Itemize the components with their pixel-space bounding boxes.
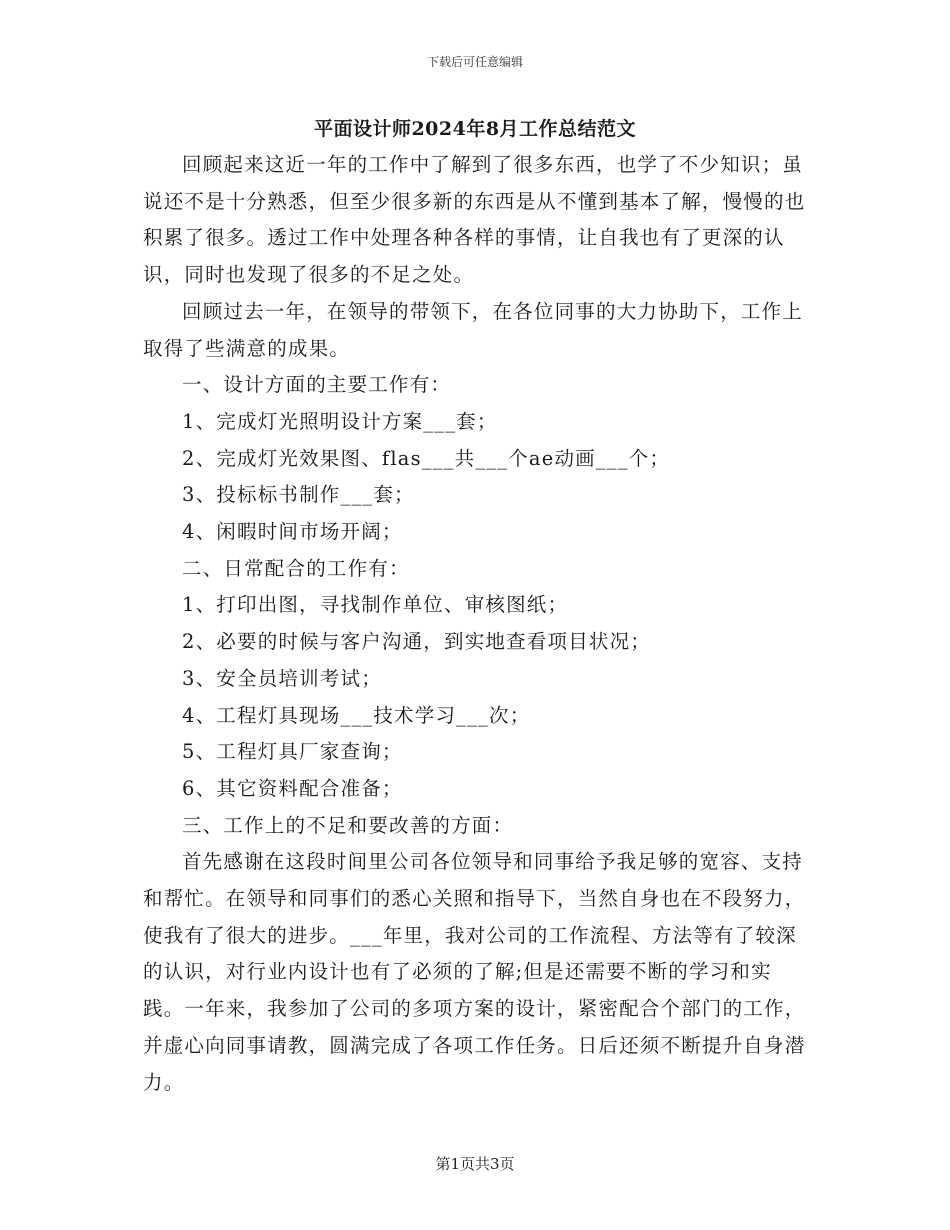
list-item: 5、工程灯具厂家查询； — [182, 740, 403, 764]
list-item: 2、完成灯光效果图、flas___共___个ae动画___个； — [182, 446, 671, 470]
document-body — [143, 147, 811, 1101]
paragraph-intro: 回顾起来这近一年的工作中了解到了很多东西，也学了不少知识；虽说还不是十分熟悉，但至少很多新的东西是从不懂到基本了解，慢慢的也积累了很多。透过工作中处理各种各样的事情，让自我也有了更深的认识，同时也发现了很多的不足之处。 — [143, 153, 806, 287]
paragraph-review: 回顾过去一年，在领导的带领下，在各位同事的大力协助下，工作上取得了些满意的成果。 — [143, 299, 804, 360]
paragraph-thanks: 首先感谢在这段时间里公司各位领导和同事给予我足够的宽容、支持和帮忙。在领导和同事们的悉心关照和指导下，当然自身也在不段努力，使我有了很大的进步。___年里，我对公司的工作流程、方法等有了较深的认识，对行业内设计也有了必须的了解;但是还需要不断的学习和实践。一年来，我参加了公司的多项方案的设计，紧密配合个部门的工作，并虚心向同事请教，圆满完成了各项工作任务。日后还须不断提升自身潜力。 — [143, 850, 806, 1094]
list-item: 3、安全员培训考试； — [182, 666, 382, 690]
section-heading-improvement: 三、工作上的不足和要改善的方面： — [182, 813, 514, 837]
list-item: 2、必要的时候与客户沟通，到实地查看项目状况； — [182, 630, 652, 654]
section-heading-design: 一、设计方面的主要工作有： — [182, 373, 452, 397]
document-title: 平面设计师2024年8月工作总结范文 — [313, 118, 637, 140]
section-heading-daily: 二、日常配合的工作有： — [182, 556, 410, 580]
list-item: 1、打印出图，寻找制作单位、审核图纸； — [182, 593, 569, 617]
list-item: 4、闲暇时间市场开阔； — [182, 520, 403, 544]
list-item: 4、工程灯具现场___技术学习___次； — [182, 703, 531, 727]
page-header-note: 下载后可任意编辑 — [426, 55, 523, 69]
list-item: 1、完成灯光照明设计方案___套； — [182, 409, 498, 433]
page-footer-number: 第1页共3页 — [435, 1155, 515, 1173]
list-item: 3、投标标书制作___套； — [182, 483, 415, 507]
list-item: 6、其它资料配合准备； — [182, 776, 403, 800]
